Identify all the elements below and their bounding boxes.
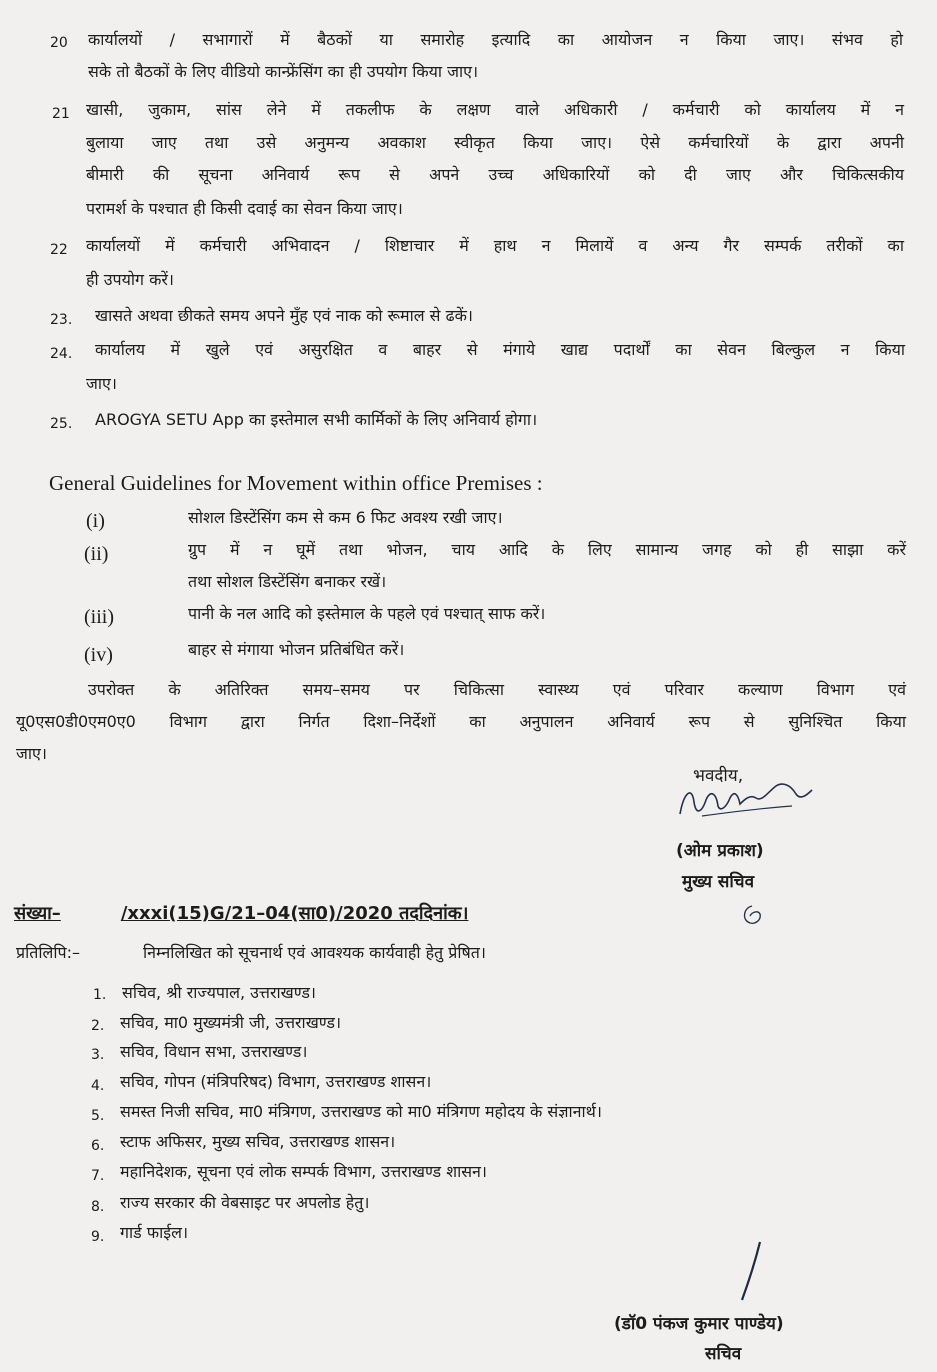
item-text-line: बुलाया जाए तथा उसे अनुमन्य अवकाश स्वीकृत किया जाए। ऐसे कर्मचारियों के द्वारा अपनी [86,133,904,152]
item-text-line: खासी, जुकाम, सांस लेने में तकलीफ के लक्षण वाले अधिकारी / कर्मचारी को कार्यालय में न [86,100,904,119]
recipient-text: स्टाफ अफिसर, मुख्य सचिव, उत्तराखण्ड शासन। [120,1132,396,1151]
closing-line: उपरोक्त के अतिरिक्त समय–समय पर चिकित्सा स्वास्थ्य एवं परिवार कल्याण विभाग एवं [88,680,906,699]
item-number: 24. [50,346,73,362]
guideline-number: (iv) [84,644,113,666]
recipient-number: 6. [91,1138,105,1154]
item-text-line: कार्यालयों में कर्मचारी अभिवादन / शिष्टाचार में हाथ न मिलायें व अन्य गैर सम्पर्क तरीकों का [86,236,904,255]
recipient-number: 8. [91,1199,105,1215]
closing-line: यू0एस0डी0एम0ए0 विभाग द्वारा निर्गत दिशा–निर्देशों का अनुपालन अनिवार्य रूप से सुनिश्चित किया [16,712,906,731]
guideline-text-line: पानी के नल आदि को इस्तेमाल के पहले एवं पश्चात् साफ करें। [188,604,546,623]
item-text-line: कार्यालयों / सभागारों में बैठकों या समारोह इत्यादि का आयोजन न किया जाए। संभव हो [88,30,903,49]
item-number: 21 [52,106,70,122]
recipient-text: सचिव, विधान सभा, उत्तराखण्ड। [120,1042,308,1061]
section-heading: General Guidelines for Movement within office Premises : [49,471,543,495]
item-number: 23. [50,312,73,328]
item-text-line: जाए। [86,374,117,393]
item-text-line: कार्यालय में खुले एवं असुरक्षित व बाहर से मंगाये खाद्य पदार्थों का सेवन बिल्कुल न किया [95,340,905,359]
reference-label: संख्या– [14,903,61,924]
item-number: 22 [50,242,68,258]
signatory-designation: सचिव [705,1344,742,1364]
guideline-text-line: बाहर से मंगाया भोजन प्रतिबंधित करें। [188,640,405,659]
item-text-line: खासते अथवा छीकते समय अपने मुँह एवं नाक को रूमाल से ढकें। [95,306,473,325]
item-text-line: परामर्श के पश्चात ही किसी दवाई का सेवन किया जाए। [86,199,403,218]
recipient-number: 1. [93,987,107,1003]
recipient-number: 3. [91,1047,105,1063]
recipient-text: गार्ड फाईल। [120,1223,189,1242]
signature-image [672,772,822,832]
guideline-text-line: ग्रुप में न घूमें तथा भोजन, चाय आदि के लिए सामान्य जगह को ही साझा करें [188,540,906,559]
item-number: 20 [50,35,68,51]
recipient-text: समस्त निजी सचिव, मा0 मंत्रिगण, उत्तराखण्ड को मा0 मंत्रिगण महोदय के संज्ञानार्थ। [120,1102,602,1121]
recipient-text: सचिव, मा0 मुख्यमंत्री जी, उत्तराखण्ड। [120,1013,342,1032]
item-number: 25. [50,416,73,432]
salutation: भवदीय, [693,766,744,786]
item-text-line: AROGYA SETU App का इस्तेमाल सभी कार्मिकों के लिए अनिवार्य होगा। [95,410,538,429]
item-text-line: सके तो बैठकों के लिए वीडियो कान्फ्रेंसिंग का ही उपयोग किया जाए। [88,62,479,81]
signatory-designation: मुख्य सचिव [682,872,755,892]
guideline-text-line: सोशल डिस्टेंसिंग कम से कम 6 फिट अवश्य रखी जाए। [188,508,503,527]
recipient-text: महानिदेशक, सूचना एवं लोक सम्पर्क विभाग, उत्तराखण्ड शासन। [120,1162,487,1181]
item-text-line: ही उपयोग करें। [86,270,174,289]
recipient-number: 7. [91,1168,105,1184]
signatory-name: (डॉ0 पंकज कुमार पाण्डेय) [614,1314,784,1334]
item-text-line: बीमारी की सूचना अनिवार्य रूप से अपने उच्च अधिकारियों को दी जाए और चिकित्सकीय [86,165,904,184]
recipient-number: 2. [91,1018,105,1034]
guideline-number: (iii) [84,606,114,628]
recipient-text: राज्य सरकार की वेबसाइट पर अपलोड हेतु। [120,1193,370,1212]
initial-mark [738,902,768,928]
guideline-text-line: तथा सोशल डिस्टेंसिंग बनाकर रखें। [188,572,387,591]
copy-text: निम्नलिखित को सूचनार्थ एवं आवश्यक कार्यवाही हेतु प्रेषित। [143,943,486,962]
recipient-number: 4. [91,1078,105,1094]
reference-value: /xxxi(15)G/21–04(सा0)/2020 तददिनांक। [120,903,469,924]
guideline-number: (ii) [84,543,109,565]
signatory-name: (ओम प्रकाश) [676,841,764,861]
recipient-text: सचिव, श्री राज्यपाल, उत्तराखण्ड। [122,983,316,1002]
closing-line: जाए। [16,744,47,763]
reference-number [14,903,468,925]
signature-stroke [730,1238,770,1308]
guideline-number: (i) [86,510,105,532]
recipient-number: 5. [91,1108,105,1124]
recipient-text: सचिव, गोपन (मंत्रिपरिषद) विभाग, उत्तराखण्ड शासन। [120,1072,432,1091]
recipient-number: 9. [91,1229,105,1245]
copy-label: प्रतिलिपि:– [16,943,80,962]
